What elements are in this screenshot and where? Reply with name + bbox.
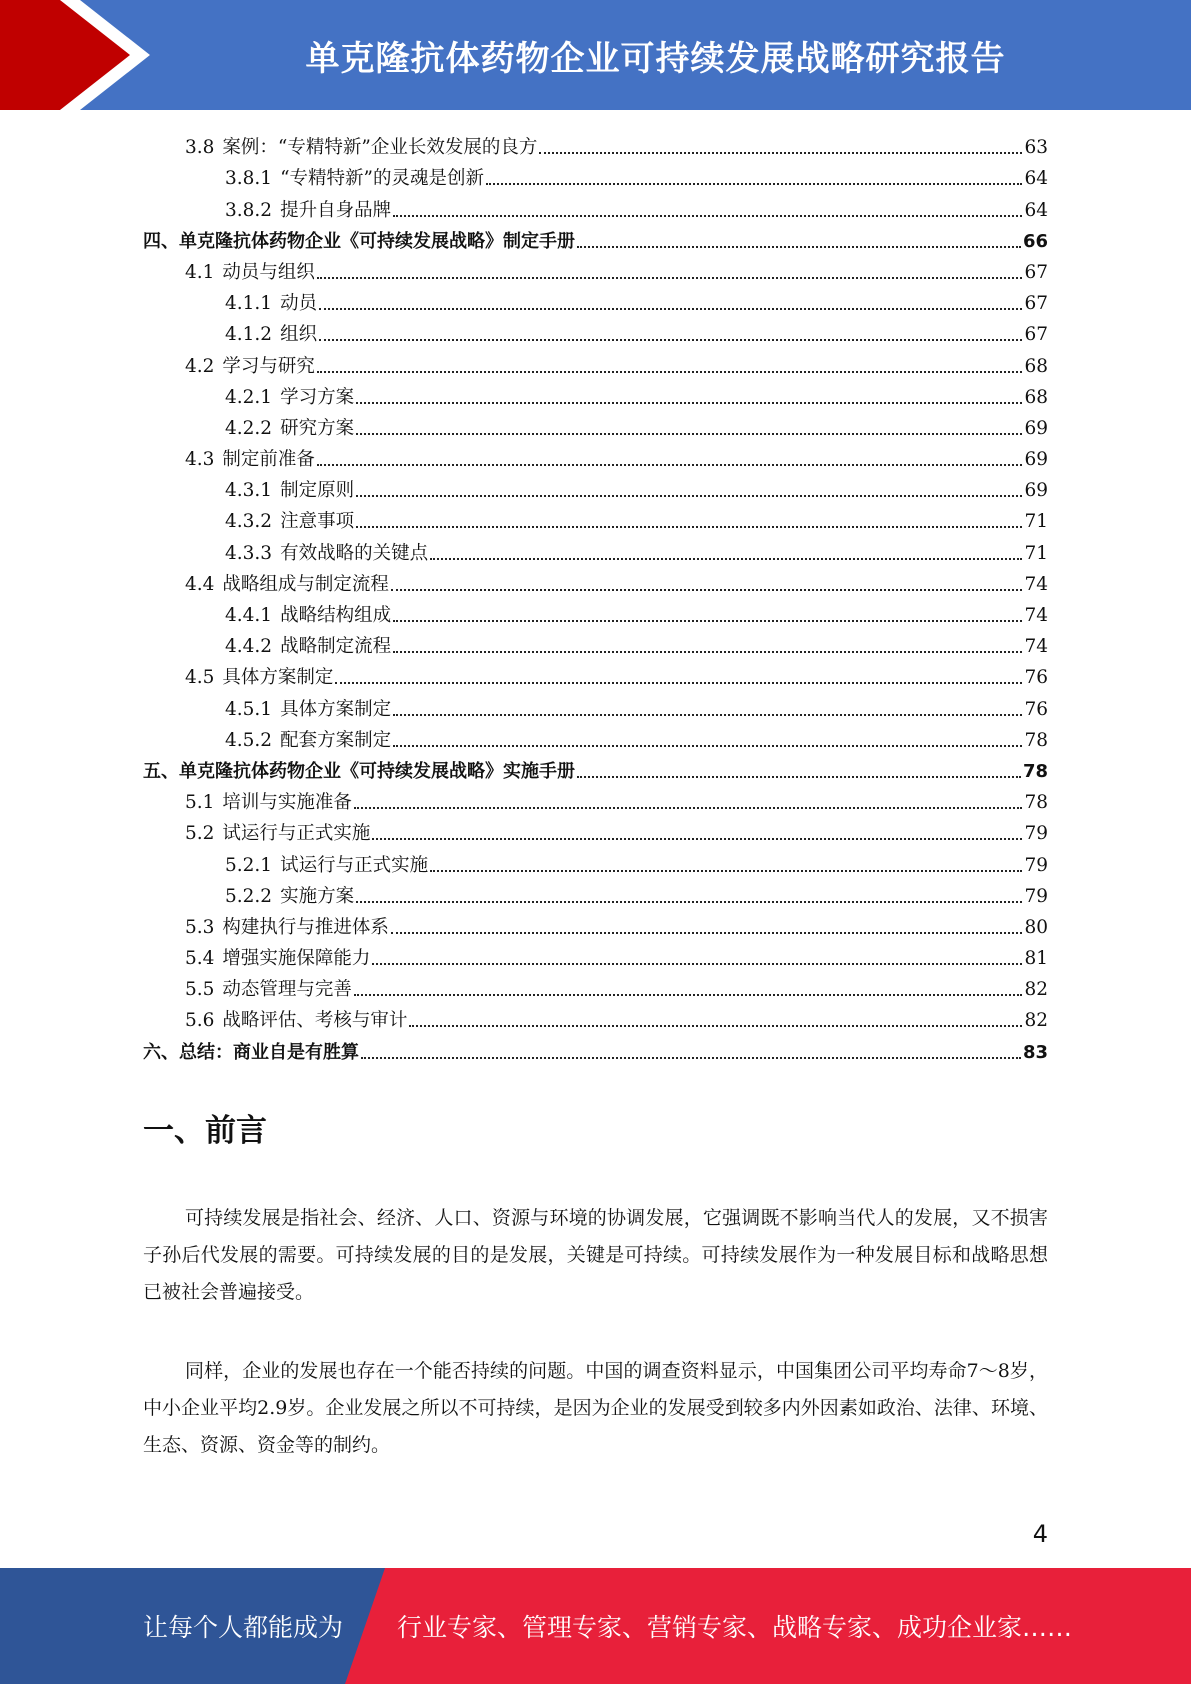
toc-entry-number: 4.3.3 bbox=[225, 542, 273, 564]
toc-leader-dots bbox=[393, 620, 1022, 622]
toc-entry-page: 74 bbox=[1024, 573, 1048, 595]
toc-leader-dots bbox=[393, 714, 1022, 716]
toc-leader-dots bbox=[356, 901, 1022, 903]
toc-entry-number: 3.8.1 bbox=[225, 168, 273, 190]
toc-entry-number: 4.3.2 bbox=[225, 511, 273, 533]
toc-leader-dots bbox=[335, 682, 1022, 684]
toc-entry-number: 4.5 bbox=[185, 667, 215, 689]
toc-entry-number: 4.1.1 bbox=[225, 293, 273, 315]
toc-leader-dots bbox=[430, 870, 1022, 872]
toc-entry-label: “专精特新”的灵魂是创新 bbox=[280, 168, 484, 190]
toc-entry-label: 提升自身品牌 bbox=[280, 199, 392, 221]
toc-leader-dots bbox=[393, 651, 1022, 653]
toc-entry-label: 动态管理与完善 bbox=[222, 979, 352, 1001]
toc-entry-label: 制定原则 bbox=[280, 480, 355, 502]
toc-entry-number: 4.5.1 bbox=[225, 698, 273, 720]
toc-leader-dots bbox=[409, 1025, 1022, 1027]
footer-slogan-right: 行业专家、管理专家、营销专家、战略专家、成功企业家…… bbox=[397, 1613, 1073, 1642]
toc-leader-dots bbox=[319, 339, 1022, 341]
toc-entry[interactable] bbox=[143, 159, 1048, 190]
toc-entry-number: 3.8 bbox=[185, 137, 215, 159]
toc-leader-dots bbox=[372, 963, 1022, 965]
section-heading: 一、前言 bbox=[143, 1113, 267, 1149]
toc-entry-page: 80 bbox=[1024, 916, 1048, 938]
toc-entry[interactable] bbox=[143, 253, 1048, 284]
toc-entry-number: 4.5.2 bbox=[225, 729, 273, 751]
toc-entry-page: 79 bbox=[1024, 823, 1048, 845]
toc-leader-dots bbox=[393, 745, 1022, 747]
toc-entry[interactable] bbox=[143, 565, 1048, 596]
toc-leader-dots bbox=[361, 1057, 1021, 1059]
toc-entry-label: 试运行与正式实施 bbox=[222, 823, 371, 845]
toc-entry-label: 四、单克隆抗体药物企业《可持续发展战略》制定手册 bbox=[143, 230, 575, 252]
toc-entry[interactable] bbox=[143, 284, 1048, 315]
toc-entry[interactable] bbox=[143, 440, 1048, 471]
toc-leader-dots bbox=[393, 215, 1022, 217]
page-number: 4 bbox=[1032, 1520, 1048, 1548]
toc-entry-label: 注意事项 bbox=[280, 511, 355, 533]
toc-entry-number: 5.3 bbox=[185, 916, 215, 938]
toc-entry-page: 76 bbox=[1024, 698, 1048, 720]
toc-leader-dots bbox=[372, 838, 1022, 840]
toc-entry-label: 具体方案制定 bbox=[280, 698, 392, 720]
toc-entry-number: 5.2.1 bbox=[225, 854, 273, 876]
toc-entry[interactable] bbox=[143, 814, 1048, 845]
toc-entry-label: 战略结构组成 bbox=[280, 605, 392, 626]
toc-entry-label: 配套方案制定 bbox=[280, 729, 392, 751]
toc-entry[interactable] bbox=[143, 689, 1048, 720]
toc-entry-label: 战略组成与制定流程 bbox=[222, 573, 389, 595]
toc-entry-number: 4.4.2 bbox=[225, 636, 273, 658]
toc-entry-page: 64 bbox=[1024, 168, 1048, 190]
page-footer bbox=[0, 1568, 1191, 1684]
toc-entry[interactable] bbox=[143, 378, 1048, 409]
toc-entry-number: 5.1 bbox=[185, 792, 215, 814]
toc-leader-dots bbox=[356, 495, 1022, 497]
toc-leader-dots bbox=[391, 589, 1023, 591]
toc-entry-page: 69 bbox=[1024, 449, 1048, 471]
report-title: 单克隆抗体药物企业可持续发展战略研究报告 bbox=[305, 38, 1006, 79]
toc-entry-number: 4.1.2 bbox=[225, 324, 273, 346]
toc-entry-page: 68 bbox=[1024, 386, 1048, 408]
toc-entry-page: 78 bbox=[1024, 729, 1048, 751]
footer-slogan-left: 让每个人都能成为 bbox=[143, 1613, 344, 1642]
toc-entry-number: 4.2.2 bbox=[225, 417, 273, 439]
toc-entry[interactable] bbox=[143, 752, 1048, 783]
toc-entry-page: 76 bbox=[1024, 667, 1048, 689]
toc-entry-page: 63 bbox=[1024, 137, 1048, 159]
toc-entry-page: 71 bbox=[1024, 511, 1048, 533]
toc-leader-dots bbox=[356, 526, 1022, 528]
toc-leader-dots bbox=[317, 277, 1023, 279]
toc-entry-label: 试运行与正式实施 bbox=[280, 854, 429, 876]
toc-entry-label: 组织 bbox=[280, 324, 318, 346]
toc-entry-page: 78 bbox=[1022, 760, 1048, 782]
toc-entry-number: 5.2 bbox=[185, 823, 215, 845]
toc-entry-label: 具体方案制定 bbox=[222, 667, 334, 689]
toc-entry-number: 4.1 bbox=[185, 261, 215, 283]
toc-entry[interactable] bbox=[143, 845, 1048, 876]
toc-entry[interactable] bbox=[143, 502, 1048, 533]
toc-entry[interactable] bbox=[143, 908, 1048, 939]
toc-entry-page: 66 bbox=[1022, 230, 1048, 252]
toc-entry-page: 68 bbox=[1024, 355, 1048, 377]
toc-entry-page: 67 bbox=[1024, 293, 1048, 315]
toc-entry[interactable] bbox=[143, 627, 1048, 658]
toc-entry-label: 有效战略的关键点 bbox=[280, 542, 429, 564]
toc-entry-label: 学习方案 bbox=[280, 386, 355, 408]
toc-leader-dots bbox=[356, 433, 1022, 435]
toc-entry[interactable] bbox=[143, 970, 1048, 1001]
toc-entry-number: 3.8.2 bbox=[225, 199, 273, 221]
toc-entry-number: 5.2.2 bbox=[225, 885, 273, 907]
toc-entry[interactable] bbox=[143, 315, 1048, 346]
toc-entry-number: 5.5 bbox=[185, 979, 215, 1001]
toc-leader-dots bbox=[577, 246, 1021, 248]
toc-entry-number: 5.6 bbox=[185, 1010, 215, 1032]
toc-leader-dots bbox=[430, 558, 1022, 560]
toc-leader-dots bbox=[354, 807, 1023, 809]
toc-entry-label: 动员与组织 bbox=[222, 261, 315, 283]
toc-entry-label: 战略制定流程 bbox=[280, 636, 392, 658]
toc-leader-dots bbox=[356, 402, 1022, 404]
toc-entry[interactable] bbox=[143, 222, 1048, 253]
toc-leader-dots bbox=[354, 994, 1023, 996]
toc-entry-page: 79 bbox=[1024, 885, 1048, 907]
toc-entry-number: 4.2 bbox=[185, 355, 215, 377]
toc-entry-label: 制定前准备 bbox=[222, 449, 315, 471]
toc-entry-page: 71 bbox=[1024, 542, 1048, 564]
toc-entry-number: 4.4.1 bbox=[225, 605, 273, 626]
toc-entry-label: 学习与研究 bbox=[222, 355, 315, 377]
toc-entry-page: 79 bbox=[1024, 854, 1048, 876]
toc-entry[interactable] bbox=[143, 409, 1048, 440]
toc-entry[interactable] bbox=[143, 128, 1048, 159]
toc-entry-page: 83 bbox=[1022, 1041, 1048, 1063]
toc-entry-number: 5.4 bbox=[185, 948, 215, 970]
toc-entry[interactable] bbox=[143, 783, 1048, 814]
page-header bbox=[0, 0, 1191, 110]
toc-entry[interactable] bbox=[143, 533, 1048, 564]
toc-entry-page: 82 bbox=[1024, 1010, 1048, 1032]
toc-leader-dots bbox=[319, 308, 1022, 310]
toc-leader-dots bbox=[391, 932, 1023, 934]
toc-entry-page: 74 bbox=[1024, 636, 1048, 658]
toc-entry[interactable] bbox=[143, 939, 1048, 970]
toc-entry-page: 69 bbox=[1024, 480, 1048, 502]
body-paragraph-1: 可持续发展是指社会、经济、人口、资源与环境的协调发展，它强调既不影响当代人的发展，又不损害子孙后代发展的需要。可持续发展的目的是发展，关键是可持续。可持续发展作为一种发展目标和战略思想已被社会普遍接受。 bbox=[143, 1207, 1048, 1303]
toc-entry-label: 培训与实施准备 bbox=[222, 792, 352, 814]
toc-entry[interactable] bbox=[143, 1032, 1048, 1063]
toc-entry[interactable] bbox=[143, 721, 1048, 752]
toc-entry[interactable] bbox=[143, 658, 1048, 689]
toc-entry-page: 69 bbox=[1024, 417, 1048, 439]
table-of-contents bbox=[143, 128, 1048, 1064]
toc-entry-label: 案例：“专精特新”企业长效发展的良方 bbox=[222, 137, 538, 159]
toc-entry-label: 增强实施保障能力 bbox=[222, 948, 371, 970]
toc-entry-page: 64 bbox=[1024, 199, 1048, 221]
toc-entry-label: 战略评估、考核与审计 bbox=[222, 1010, 408, 1032]
toc-entry-page: 67 bbox=[1024, 261, 1048, 283]
toc-entry-number: 4.4 bbox=[185, 573, 215, 595]
toc-entry-label: 构建执行与推进体系 bbox=[222, 916, 389, 938]
toc-entry-number: 4.3 bbox=[185, 449, 215, 471]
toc-entry-label: 六、总结：商业自是有胜算 bbox=[143, 1041, 359, 1063]
toc-entry-page: 82 bbox=[1024, 979, 1048, 1001]
toc-leader-dots bbox=[317, 464, 1023, 466]
toc-entry-page: 67 bbox=[1024, 324, 1048, 346]
toc-entry[interactable] bbox=[143, 190, 1048, 221]
toc-leader-dots bbox=[317, 371, 1023, 373]
body-paragraph-2: 同样，企业的发展也存在一个能否持续的问题。中国的调查资料显示，中国集团公司平均寿命7～8岁，中小企业平均2.9岁。企业发展之所以不可持续，是因为企业的发展受到较多内外因素如政治、法律、环境、生态、资源、资金等的制约。 bbox=[143, 1360, 1048, 1456]
toc-entry-label: 实施方案 bbox=[280, 885, 355, 907]
toc-entry-label: 研究方案 bbox=[280, 417, 355, 439]
toc-entry-page: 81 bbox=[1024, 948, 1048, 970]
toc-entry[interactable] bbox=[143, 346, 1048, 377]
toc-entry[interactable] bbox=[143, 877, 1048, 908]
toc-entry-label: 五、单克隆抗体药物企业《可持续发展战略》实施手册 bbox=[143, 760, 575, 782]
toc-entry-label: 动员 bbox=[280, 293, 318, 315]
toc-entry-number: 4.2.1 bbox=[225, 386, 273, 408]
toc-entry[interactable] bbox=[143, 471, 1048, 502]
toc-leader-dots bbox=[539, 152, 1022, 154]
toc-leader-dots bbox=[486, 183, 1022, 185]
toc-entry[interactable] bbox=[143, 1001, 1048, 1032]
toc-entry-page: 74 bbox=[1024, 605, 1048, 626]
toc-entry[interactable] bbox=[143, 596, 1048, 627]
toc-leader-dots bbox=[577, 776, 1021, 778]
toc-entry-number: 4.3.1 bbox=[225, 480, 273, 502]
toc-entry-page: 78 bbox=[1024, 792, 1048, 814]
